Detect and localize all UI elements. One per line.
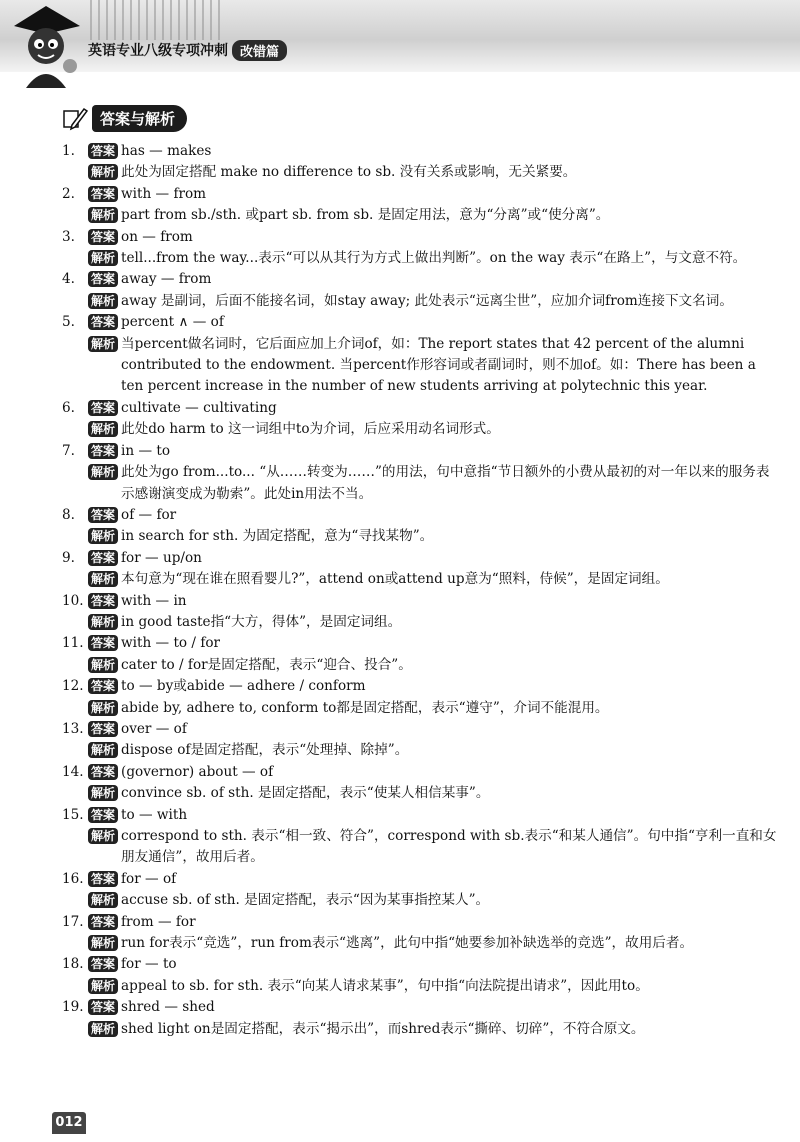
answer-text: for — to — [121, 956, 177, 973]
answer-label: 答案 — [88, 764, 118, 780]
analysis-text: cater to / for是固定搭配，表示“迎合、投合”。 — [121, 656, 412, 673]
analysis-text: shed light on是固定搭配，表示“揭示出”，而shred表示“撕碎、切碎”，不符合原文。 — [121, 1020, 645, 1037]
pencil-icon — [62, 105, 88, 131]
analysis-text: appeal to sb. for sth. 表示“向某人请求某事”，句中指“向法院提出请求”，因此用to。 — [121, 977, 649, 994]
answer-text: from — for — [121, 913, 196, 930]
item-number: 8. — [62, 506, 75, 523]
book-title-text: 英语专业八级专项冲刺 — [88, 43, 228, 59]
analysis-label: 解析 — [88, 528, 118, 544]
item-number: 14. — [62, 763, 84, 780]
analysis-text: run for表示“竞选”，run from表示“逃离”，此句中指“她要参加补缺选举的竞选”，故用后者。 — [121, 935, 694, 952]
answer-item — [62, 762, 780, 805]
analysis-text: dispose of是固定搭配，表示“处理掉、除掉”。 — [121, 742, 409, 759]
answer-text: in — to — [121, 442, 171, 459]
answer-label: 答案 — [88, 635, 118, 651]
answer-item — [62, 441, 780, 505]
answer-label: 答案 — [88, 229, 118, 245]
answer-label: 答案 — [88, 956, 118, 972]
answer-text: for — up/on — [121, 549, 202, 566]
section-title: 答案与解析 — [92, 105, 187, 132]
item-number: 15. — [62, 806, 84, 823]
analysis-label: 解析 — [88, 421, 118, 437]
analysis-label: 解析 — [88, 978, 118, 994]
answer-text: over — of — [121, 720, 187, 737]
answer-item — [62, 591, 780, 634]
item-number: 7. — [62, 442, 75, 459]
answer-label: 答案 — [88, 400, 118, 416]
item-number: 19. — [62, 999, 84, 1016]
book-section-tag: 改错篇 — [232, 40, 287, 61]
answer-item — [62, 954, 780, 997]
book-title — [88, 40, 287, 60]
answer-text: to — by或abide — adhere / conform — [121, 678, 366, 695]
item-number: 10. — [62, 592, 84, 609]
analysis-text: tell...from the way...表示“可以从其行为方式上做出判断”。on the way 表示“在路上”，与文意不符。 — [121, 250, 747, 267]
analysis-label: 解析 — [88, 700, 118, 716]
analysis-label: 解析 — [88, 571, 118, 587]
analysis-text: accuse sb. of sth. 是固定搭配，表示“因为某事指控某人”。 — [121, 892, 490, 909]
analysis-label: 解析 — [88, 250, 118, 266]
answer-label: 答案 — [88, 507, 118, 523]
analysis-label: 解析 — [88, 657, 118, 673]
answer-item — [62, 997, 780, 1040]
answer-text: cultivate — cultivating — [121, 399, 277, 416]
analysis-label: 解析 — [88, 828, 118, 844]
answer-text: with — from — [121, 185, 207, 202]
answer-label: 答案 — [88, 593, 118, 609]
answer-item — [62, 141, 780, 184]
analysis-label: 解析 — [88, 464, 118, 480]
answer-label: 答案 — [88, 807, 118, 823]
answer-text: to — with — [121, 806, 188, 823]
answer-item — [62, 548, 780, 591]
analysis-text: away 是副词，后面不能接名词，如stay away; 此处表示“远离尘世”，应加介词from连接下文名词。 — [121, 292, 733, 309]
answer-label: 答案 — [88, 271, 118, 287]
answer-text: has — makes — [121, 143, 212, 159]
answer-text: of — for — [121, 506, 177, 523]
answer-label: 答案 — [88, 314, 118, 330]
answer-item — [62, 312, 780, 398]
analysis-label: 解析 — [88, 614, 118, 630]
analysis-label: 解析 — [88, 892, 118, 908]
answer-label: 答案 — [88, 678, 118, 694]
item-number: 12. — [62, 678, 84, 695]
analysis-text: 此处为固定搭配 make no difference to sb. 没有关系或影响，无关紧要。 — [121, 164, 577, 181]
answer-text: shred — shed — [121, 999, 215, 1016]
answer-list — [62, 141, 780, 1040]
section-heading — [62, 104, 187, 132]
answer-text: for — of — [121, 870, 177, 887]
analysis-label: 解析 — [88, 785, 118, 801]
answer-label: 答案 — [88, 143, 118, 159]
answer-text: (governor) about — of — [121, 763, 274, 780]
item-number: 4. — [62, 271, 75, 288]
answer-item — [62, 269, 780, 312]
analysis-text: convince sb. of sth. 是固定搭配，表示“使某人相信某事”。 — [121, 785, 490, 802]
answer-item — [62, 869, 780, 912]
page-number: 012 — [52, 1112, 86, 1134]
answer-text: on — from — [121, 228, 193, 245]
mascot-icon — [6, 4, 86, 88]
analysis-label: 解析 — [88, 742, 118, 758]
analysis-label: 解析 — [88, 164, 118, 180]
analysis-text: in search for sth. 为固定搭配，意为“寻找某物”。 — [121, 528, 434, 545]
answer-text: with — to / for — [121, 635, 221, 652]
item-number: 13. — [62, 720, 84, 737]
item-number: 5. — [62, 314, 75, 331]
item-number: 18. — [62, 956, 84, 973]
analysis-label: 解析 — [88, 293, 118, 309]
analysis-label: 解析 — [88, 935, 118, 951]
analysis-text: correspond to sth. 表示“相一致、符合”，correspond with sb.表示“和某人通信”。句中指“亨利一直和女朋友通信”，故用后者。 — [121, 828, 777, 866]
answer-item — [62, 633, 780, 676]
item-number: 11. — [62, 635, 84, 652]
answer-text: percent ∧ — of — [121, 314, 224, 331]
answer-label: 答案 — [88, 550, 118, 566]
answer-label: 答案 — [88, 443, 118, 459]
answer-text: away — from — [121, 271, 212, 288]
header-decoration — [90, 0, 220, 40]
answer-label: 答案 — [88, 914, 118, 930]
item-number: 9. — [62, 549, 75, 566]
answer-item — [62, 184, 780, 227]
answer-label: 答案 — [88, 186, 118, 202]
item-number: 1. — [62, 143, 75, 159]
analysis-text: 当percent做名词时，它后面应加上介词of，如：The report states that 42 percent of the alumni contributed to the endowment. 当percent作形容词或者副词时，则不加of。如：There has been a ten percent increase in the number of new students arriving at polytechnic this year. — [121, 335, 756, 395]
answer-item — [62, 676, 780, 719]
analysis-label: 解析 — [88, 336, 118, 352]
answer-item — [62, 912, 780, 955]
answer-label: 答案 — [88, 721, 118, 737]
analysis-label: 解析 — [88, 1021, 118, 1037]
analysis-text: in good taste指“大方，得体”，是固定词组。 — [121, 613, 402, 630]
answer-item — [62, 805, 780, 869]
item-number: 6. — [62, 399, 75, 416]
answer-item — [62, 227, 780, 270]
answer-label: 答案 — [88, 871, 118, 887]
analysis-text: abide by, adhere to, conform to都是固定搭配，表示“遵守”，介词不能混用。 — [121, 699, 609, 716]
analysis-text: 本句意为“现在谁在照看婴儿?”，attend on或attend up意为“照料，侍候”，是固定词组。 — [121, 571, 669, 588]
analysis-text: 此处do harm to 这一词组中to为介词，后应采用动名词形式。 — [121, 421, 500, 438]
analysis-text: 此处为go from...to... “从……转变为……”的用法，句中意指“节日额外的小费从最初的对一年以来的服务表示感谢演变成为勒索”。此处in用法不当。 — [121, 464, 770, 502]
item-number: 3. — [62, 228, 75, 245]
analysis-text: part from sb./sth. 或part sb. from sb. 是固定用法，意为“分离”或“使分离”。 — [121, 207, 610, 224]
answer-item — [62, 719, 780, 762]
analysis-label: 解析 — [88, 207, 118, 223]
answer-label: 答案 — [88, 999, 118, 1015]
item-number: 16. — [62, 870, 84, 887]
answer-item — [62, 505, 780, 548]
answer-item — [62, 398, 780, 441]
item-number: 17. — [62, 913, 84, 930]
answer-text: with — in — [121, 592, 187, 609]
item-number: 2. — [62, 185, 75, 202]
